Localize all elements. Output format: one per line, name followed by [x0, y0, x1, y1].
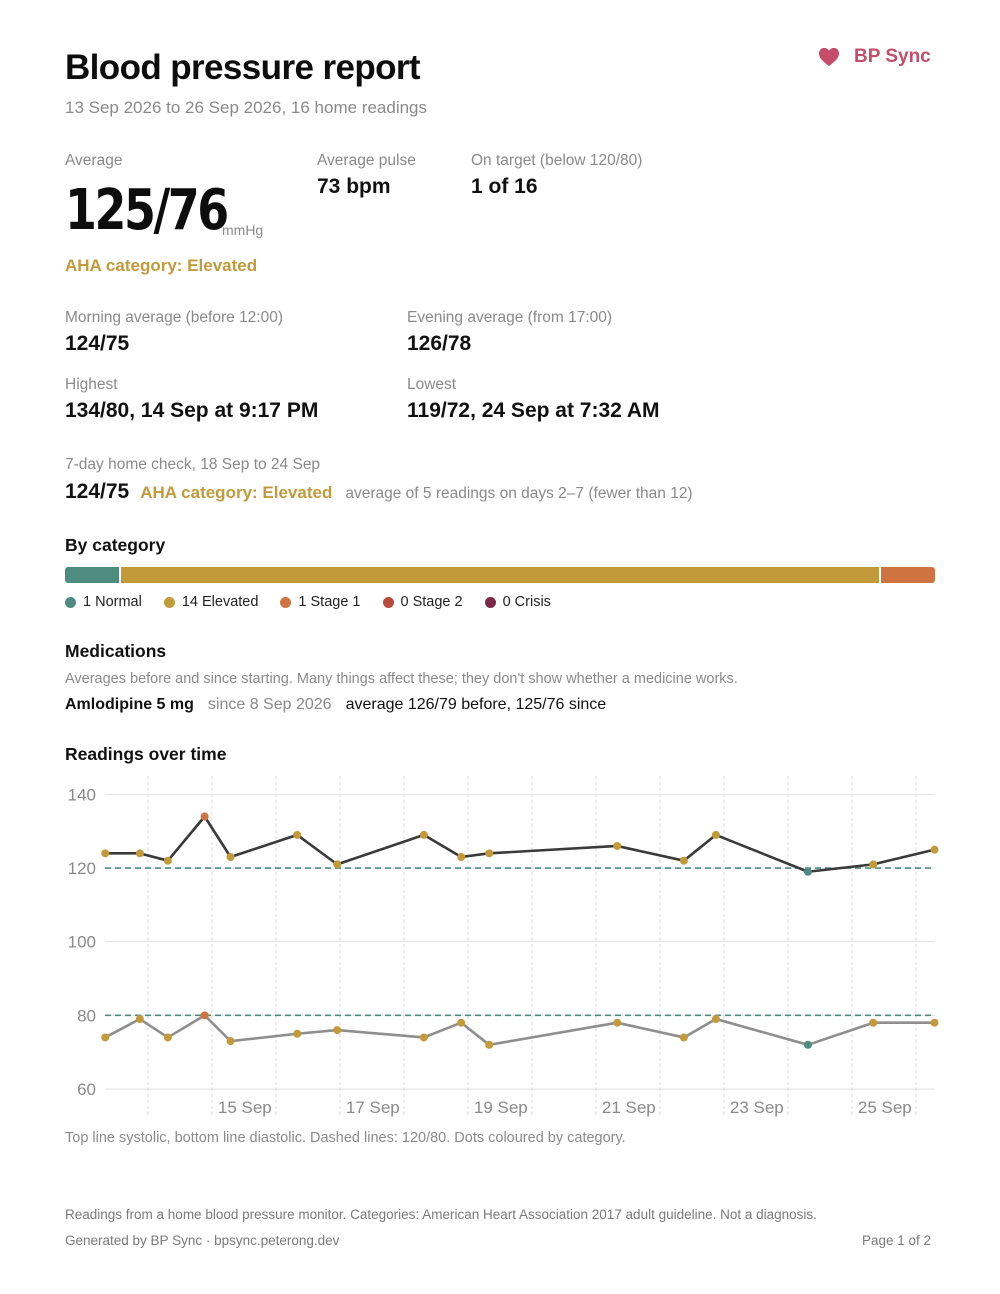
home-check-category: AHA category: Elevated	[140, 483, 333, 502]
diastolic-point	[869, 1019, 877, 1027]
y-tick-label: 80	[77, 1006, 96, 1026]
medications-note: Averages before and since starting. Many things affect these; they don't show whether a medicine works.	[65, 671, 738, 687]
legend-dot	[485, 597, 496, 608]
diastolic-point	[613, 1019, 621, 1027]
legend-dot	[383, 597, 394, 608]
pulse-value: 73 bpm	[317, 175, 391, 198]
evening-label: Evening average (from 17:00)	[407, 309, 613, 326]
diastolic-point	[712, 1015, 720, 1023]
brand-name: BP Sync	[854, 46, 931, 67]
category-legend	[65, 594, 551, 610]
morning-label: Morning average (before 12:00)	[65, 309, 283, 326]
systolic-point	[613, 842, 621, 850]
diastolic-point	[293, 1030, 301, 1038]
highest-label: Highest	[65, 376, 118, 393]
readings-chart	[60, 770, 945, 1120]
systolic-point	[293, 831, 301, 839]
medications-title: Medications	[65, 641, 167, 661]
category-segment-stage-1	[881, 567, 935, 583]
x-tick-label: 15 Sep	[217, 1098, 272, 1117]
target-value: 1 of 16	[471, 175, 538, 198]
diastolic-point	[931, 1019, 939, 1027]
footer-generated: Generated by BP Sync · bpsync.peterong.dev	[65, 1233, 340, 1248]
systolic-point	[485, 849, 493, 857]
systolic-point	[164, 857, 172, 865]
legend-item	[383, 594, 463, 610]
medication-row	[65, 696, 606, 714]
x-tick-label: 17 Sep	[345, 1098, 400, 1117]
systolic-point	[712, 831, 720, 839]
systolic-point	[136, 849, 144, 857]
legend-item	[485, 594, 551, 610]
brand-logo	[818, 46, 931, 68]
systolic-point	[931, 846, 939, 854]
legend-dot	[164, 597, 175, 608]
report-subtitle: 13 Sep 2026 to 26 Sep 2026, 16 home readings	[65, 98, 428, 117]
y-tick-label: 140	[67, 785, 96, 805]
heart-icon	[818, 47, 840, 67]
legend-label: 1 Stage 1	[298, 594, 361, 610]
y-tick-label: 60	[77, 1080, 96, 1099]
footer-page: Page 1 of 2	[862, 1233, 932, 1248]
diastolic-point	[485, 1041, 493, 1049]
diastolic-point	[136, 1015, 144, 1023]
legend-label: 0 Crisis	[502, 594, 551, 610]
lowest-value: 119/72, 24 Sep at 7:32 AM	[407, 399, 660, 422]
diastolic-point	[333, 1026, 341, 1034]
category-section-title: By category	[65, 535, 166, 555]
category-segment-normal	[65, 567, 121, 583]
systolic-point	[680, 857, 688, 865]
medication-average: average 126/79 before, 125/76 since	[345, 696, 607, 713]
systolic-point	[101, 849, 109, 857]
average-label: Average	[65, 152, 123, 169]
systolic-point	[201, 813, 209, 821]
footer-disclaimer: Readings from a home blood pressure monitor. Categories: American Heart Association 2017 adult guideline. Not a diagnosis.	[65, 1207, 817, 1222]
report-title: Blood pressure report	[65, 48, 420, 87]
medication-name: Amlodipine 5 mg	[65, 696, 194, 713]
diastolic-point	[457, 1019, 465, 1027]
aha-category: AHA category: Elevated	[65, 256, 258, 275]
diastolic-point	[680, 1033, 688, 1041]
legend-dot	[65, 597, 76, 608]
systolic-point	[333, 860, 341, 868]
legend-label: 1 Normal	[83, 594, 142, 610]
average-unit: mmHg	[222, 222, 264, 238]
x-tick-label: 25 Sep	[857, 1098, 912, 1117]
medication-since: since 8 Sep 2026	[207, 696, 332, 713]
y-tick-label: 120	[67, 859, 96, 879]
pulse-label: Average pulse	[317, 152, 416, 169]
average-value: 125/76	[65, 178, 227, 243]
diastolic-point	[420, 1033, 428, 1041]
chart-caption: Top line systolic, bottom line diastolic. Dashed lines: 120/80. Dots coloured by category.	[65, 1130, 626, 1146]
lowest-label: Lowest	[407, 376, 457, 393]
legend-item	[65, 594, 142, 610]
highest-value: 134/80, 14 Sep at 9:17 PM	[65, 399, 319, 422]
home-check-row	[65, 480, 693, 504]
home-check-note: average of 5 readings on days 2–7 (fewer than 12)	[345, 485, 693, 502]
evening-value: 126/78	[407, 332, 472, 355]
home-check-value: 124/75	[65, 480, 130, 503]
legend-item	[280, 594, 360, 610]
x-tick-label: 19 Sep	[473, 1098, 528, 1117]
y-tick-label: 100	[67, 932, 96, 952]
diastolic-point	[201, 1011, 209, 1019]
category-segment-elevated	[121, 567, 881, 583]
systolic-point	[227, 853, 235, 861]
target-label: On target (below 120/80)	[471, 152, 643, 169]
legend-dot	[280, 597, 291, 608]
diastolic-point	[804, 1041, 812, 1049]
systolic-point	[804, 868, 812, 876]
category-bar	[65, 567, 935, 583]
systolic-point	[869, 860, 877, 868]
chart-title: Readings over time	[65, 744, 227, 764]
systolic-line	[105, 817, 934, 872]
home-check-label: 7-day home check, 18 Sep to 24 Sep	[65, 456, 321, 473]
legend-label: 14 Elevated	[181, 594, 259, 610]
diastolic-point	[101, 1033, 109, 1041]
x-tick-label: 23 Sep	[729, 1098, 784, 1117]
systolic-point	[457, 853, 465, 861]
legend-item	[164, 594, 259, 610]
systolic-point	[420, 831, 428, 839]
x-tick-label: 21 Sep	[601, 1098, 656, 1117]
diastolic-point	[164, 1033, 172, 1041]
legend-label: 0 Stage 2	[400, 594, 463, 610]
morning-value: 124/75	[65, 332, 130, 355]
diastolic-point	[227, 1037, 235, 1045]
